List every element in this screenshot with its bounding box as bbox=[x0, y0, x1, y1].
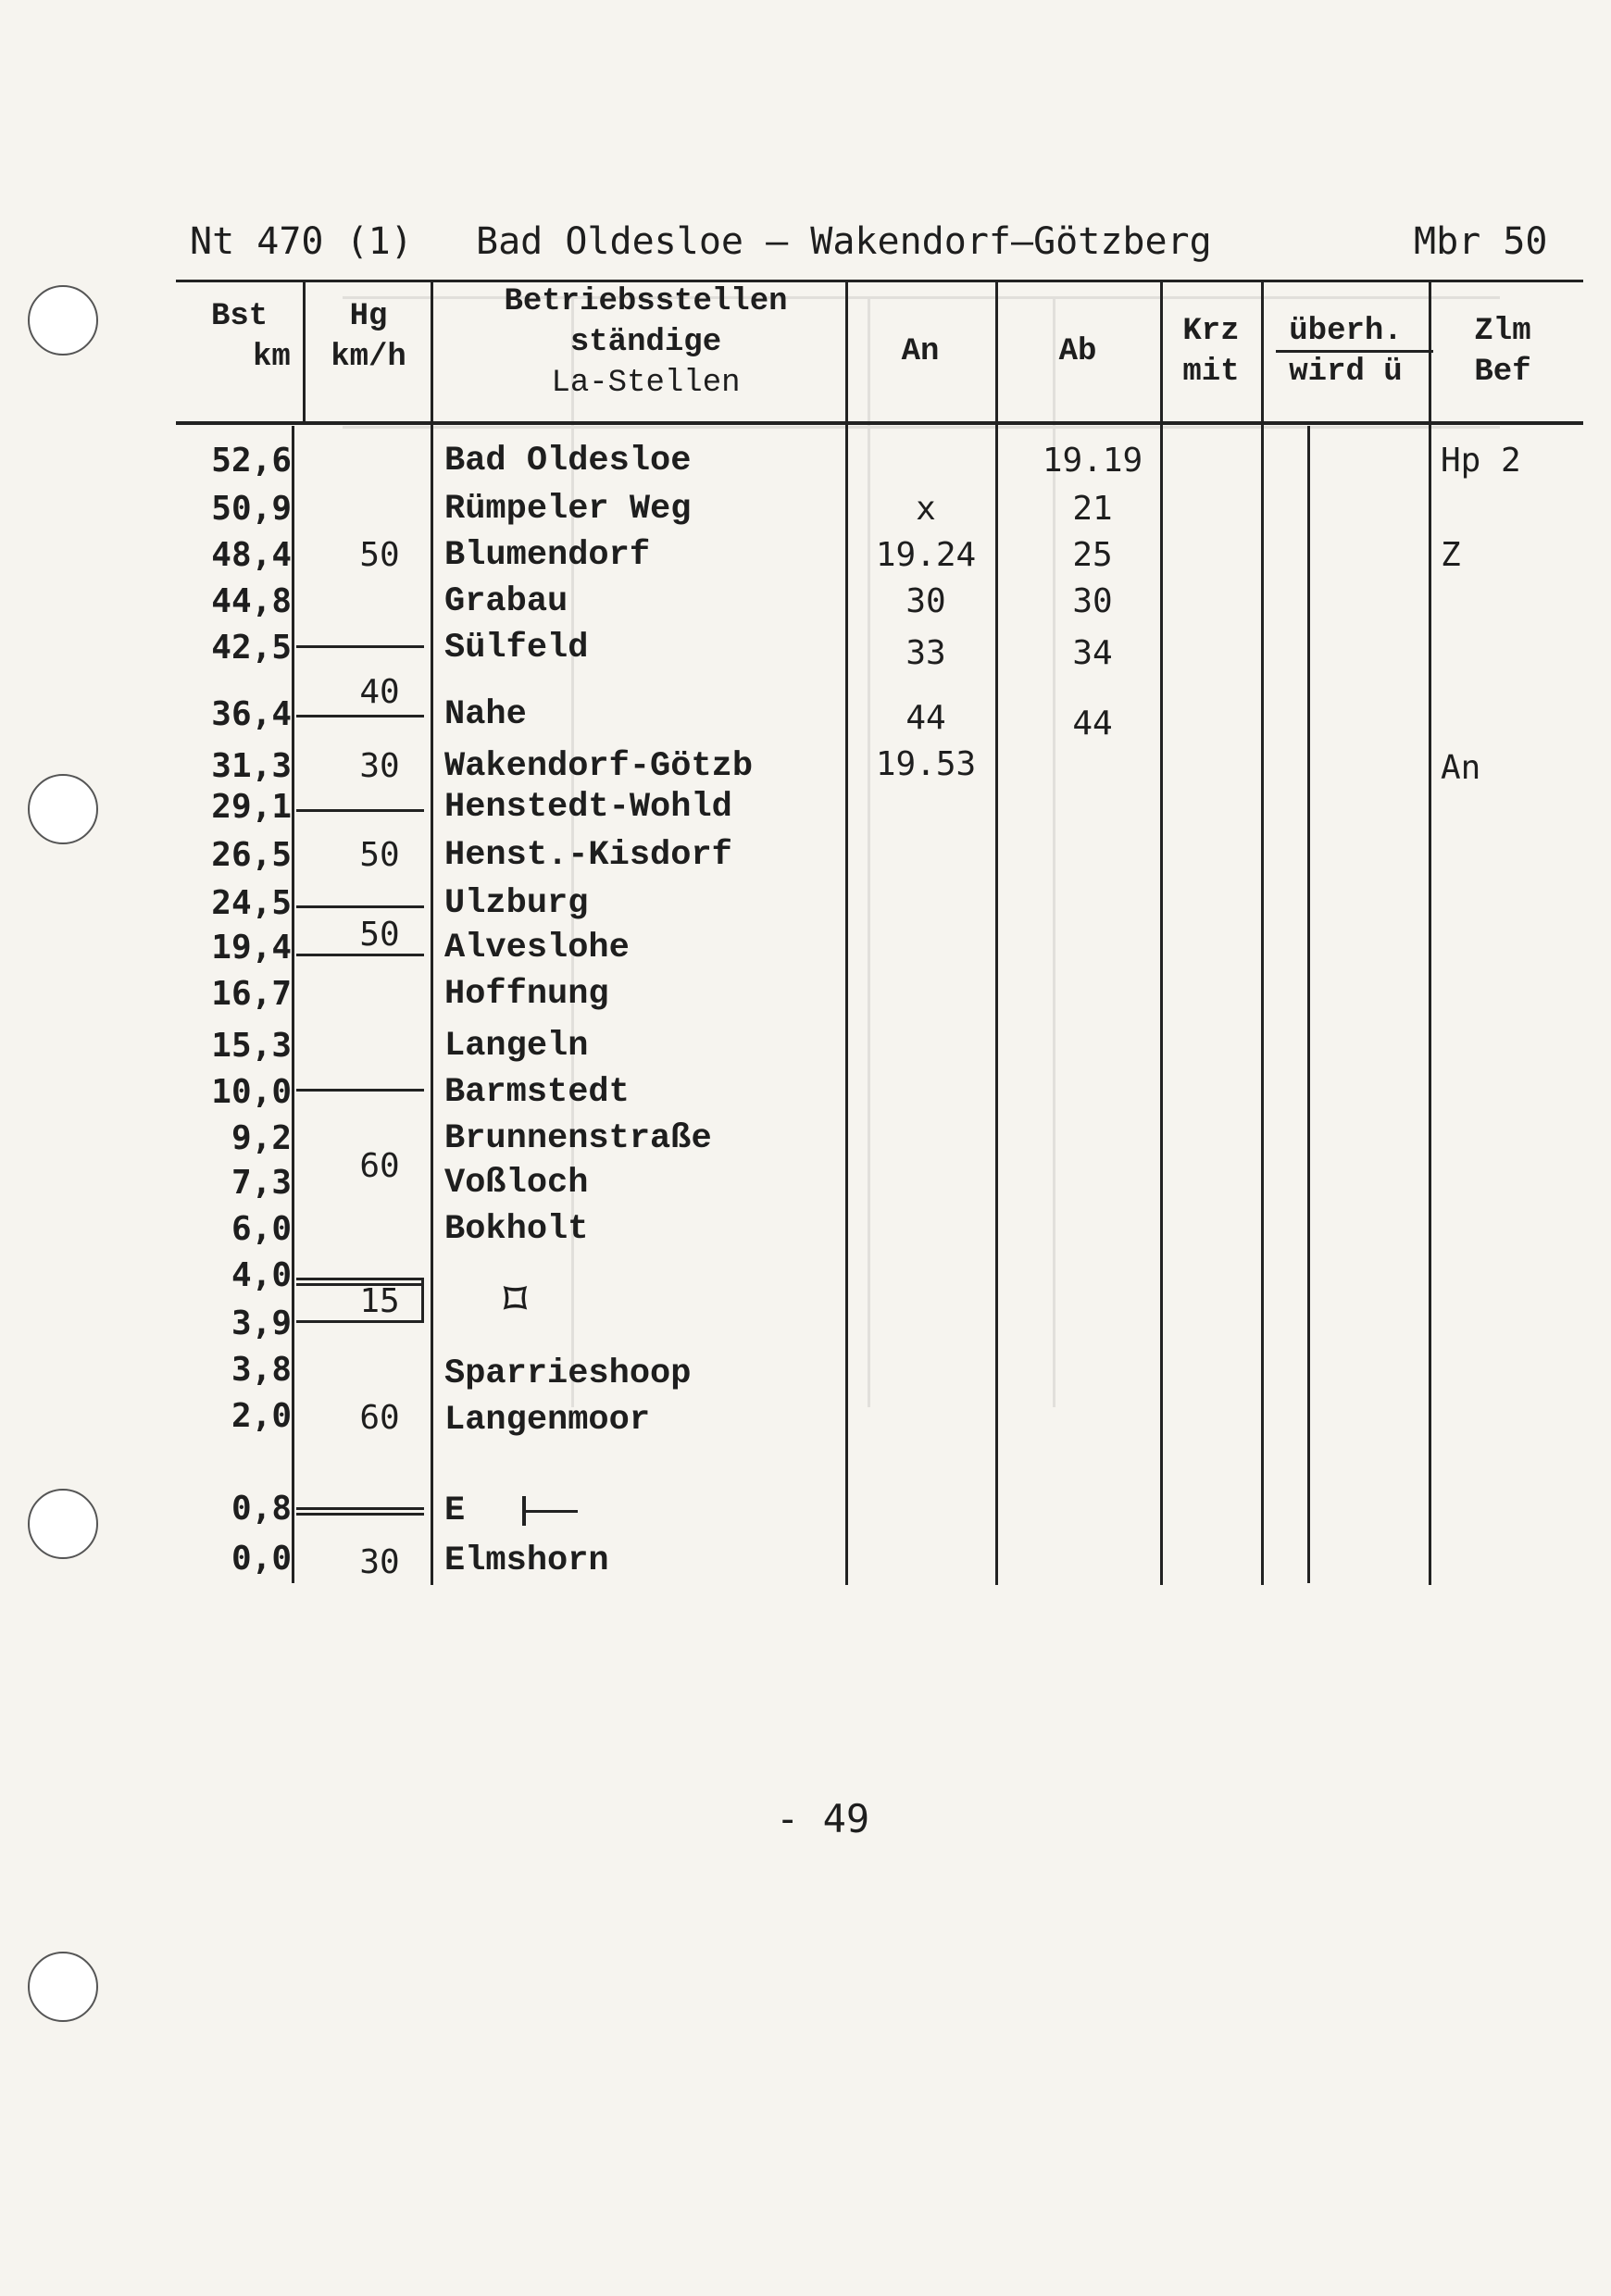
station-name: Henst.-Kisdorf bbox=[444, 836, 732, 875]
header-bst-label: Bst bbox=[211, 299, 268, 334]
km-value: 26,5 bbox=[211, 836, 292, 874]
station-name: Voßloch bbox=[444, 1164, 589, 1203]
col-divider-3 bbox=[845, 280, 848, 1585]
km-value: 31,3 bbox=[211, 747, 292, 785]
arrival-time: 30 bbox=[905, 582, 946, 620]
station-name: Barmstedt bbox=[444, 1073, 630, 1112]
km-value: 48,4 bbox=[211, 536, 292, 574]
speed-rule bbox=[296, 1278, 424, 1280]
station-name: E bbox=[444, 1491, 466, 1530]
arrival-time: 19.24 bbox=[875, 536, 977, 574]
speed-rule bbox=[296, 1507, 424, 1510]
departure-time: 19.19 bbox=[1042, 442, 1143, 480]
km-value: 44,8 bbox=[211, 582, 292, 620]
speed-rule bbox=[296, 905, 424, 908]
speed-value: 50 bbox=[359, 836, 400, 874]
station-name: Hoffnung bbox=[444, 975, 609, 1014]
departure-time: 21 bbox=[1072, 490, 1113, 528]
timetable-code: Nt 470 (1) bbox=[190, 220, 413, 263]
header-bottom-rule bbox=[176, 421, 1583, 425]
km-value: 16,7 bbox=[211, 975, 292, 1013]
station-name: Wakendorf-Götzb bbox=[444, 747, 754, 786]
station-name: Grabau bbox=[444, 582, 568, 621]
station-name: Elmshorn bbox=[444, 1541, 609, 1580]
header-bef-label: Bef bbox=[1474, 355, 1531, 390]
station-name: Bad Oldesloe bbox=[444, 442, 692, 480]
col-divider-1 bbox=[303, 280, 306, 423]
station-name: Rümpeler Weg bbox=[444, 490, 692, 529]
col-divider-7 bbox=[1307, 426, 1310, 1583]
col-divider-8 bbox=[1429, 280, 1431, 1585]
speed-value: 50 bbox=[359, 916, 400, 954]
arrival-time: 44 bbox=[905, 699, 946, 737]
speed-rule bbox=[296, 1089, 424, 1092]
punch-hole-2 bbox=[28, 774, 98, 844]
mbr-label: Mbr 50 bbox=[1414, 220, 1548, 263]
page-number: - 49 bbox=[776, 1796, 870, 1841]
station-name: Bokholt bbox=[444, 1210, 589, 1249]
header-wird-label: wird ü bbox=[1289, 355, 1403, 390]
station-name: Brunnenstraße bbox=[444, 1119, 712, 1158]
block-end-symbol bbox=[518, 1492, 593, 1529]
header-krz bbox=[1165, 311, 1257, 393]
km-value: 15,3 bbox=[211, 1027, 292, 1065]
header-ueberh bbox=[1265, 311, 1427, 393]
km-value: 0,8 bbox=[231, 1490, 292, 1528]
km-value: 52,6 bbox=[211, 442, 292, 480]
speed-rule bbox=[296, 1320, 424, 1323]
block-end-icon bbox=[518, 1492, 593, 1533]
km-value: 0,0 bbox=[231, 1540, 292, 1578]
page-title bbox=[190, 220, 1212, 263]
col-divider-6 bbox=[1261, 280, 1264, 1585]
km-value: 4,0 bbox=[231, 1256, 292, 1294]
km-value: 3,9 bbox=[231, 1304, 292, 1342]
punch-hole-1 bbox=[28, 285, 98, 356]
header-zlm bbox=[1433, 311, 1572, 393]
arrival-time: 19.53 bbox=[875, 745, 977, 783]
header-betriebsstellen-label: Betriebsstellen bbox=[504, 284, 788, 319]
header-km-label: km bbox=[253, 340, 291, 375]
header-bst bbox=[211, 296, 291, 378]
speed-value: 50 bbox=[359, 536, 400, 574]
speed-rule bbox=[296, 645, 424, 648]
zlm-value: An bbox=[1441, 749, 1481, 787]
speed-rule bbox=[296, 954, 424, 956]
arrival-time: 33 bbox=[905, 634, 946, 672]
header-hg-label: Hg bbox=[349, 299, 388, 334]
station-name: Sparrieshoop bbox=[444, 1354, 692, 1393]
speed-value: 40 bbox=[359, 673, 400, 711]
km-column-line bbox=[292, 426, 294, 1583]
km-value: 10,0 bbox=[211, 1073, 292, 1111]
header-la-stellen-label: La-Stellen bbox=[551, 366, 741, 401]
header-mit-label: mit bbox=[1182, 355, 1240, 390]
header-zlm-label: Zlm bbox=[1474, 314, 1531, 349]
speed-value: 60 bbox=[359, 1147, 400, 1185]
km-value: 2,0 bbox=[231, 1397, 292, 1435]
col-divider-2 bbox=[431, 280, 433, 1585]
speed-value: 30 bbox=[359, 1543, 400, 1581]
header-hg bbox=[313, 296, 424, 378]
station-name: Blumendorf bbox=[444, 536, 651, 575]
km-value: 19,4 bbox=[211, 929, 292, 967]
header-ueberh-label: überh. bbox=[1289, 314, 1403, 349]
speed-rule bbox=[296, 715, 424, 718]
departure-time: 44 bbox=[1072, 705, 1113, 742]
header-kmh-label: km/h bbox=[331, 340, 406, 375]
departure-time: 30 bbox=[1072, 582, 1113, 620]
departure-time: 25 bbox=[1072, 536, 1113, 574]
station-name: Alveslohe bbox=[444, 929, 630, 967]
arrival-time: x bbox=[916, 490, 936, 528]
station-name: Henstedt-Wohld bbox=[444, 788, 732, 827]
km-value: 6,0 bbox=[231, 1210, 292, 1248]
station-name: Sülfeld bbox=[444, 629, 589, 668]
station-name: Langeln bbox=[444, 1027, 589, 1066]
route-name: Bad Oldesloe – Wakendorf–Götzberg bbox=[476, 220, 1212, 263]
departure-time: 34 bbox=[1072, 634, 1113, 672]
punch-hole-4 bbox=[28, 1952, 98, 2022]
speed-rule bbox=[296, 809, 424, 812]
punch-hole-3 bbox=[28, 1489, 98, 1559]
header-staendige-label: ständige bbox=[569, 325, 722, 360]
header-betriebsstellen bbox=[454, 281, 838, 404]
station-name: Langenmoor bbox=[444, 1401, 651, 1440]
km-value: 7,3 bbox=[231, 1164, 292, 1202]
km-value: 9,2 bbox=[231, 1119, 292, 1157]
speed-value: 15 bbox=[359, 1282, 400, 1320]
station-name: Ulzburg bbox=[444, 884, 589, 923]
km-value: 24,5 bbox=[211, 884, 292, 922]
speed-value: 30 bbox=[359, 747, 400, 785]
km-value: 50,9 bbox=[211, 490, 292, 528]
header-top-rule bbox=[176, 280, 1583, 282]
km-value: 42,5 bbox=[211, 629, 292, 667]
header-krz-label: Krz bbox=[1182, 314, 1240, 349]
speed-value: 60 bbox=[359, 1399, 400, 1437]
km-value: 3,8 bbox=[231, 1351, 292, 1389]
km-value: 36,4 bbox=[211, 695, 292, 733]
header-ab: Ab bbox=[1058, 334, 1097, 369]
km-value: 29,1 bbox=[211, 788, 292, 826]
col-divider-4 bbox=[995, 280, 998, 1585]
zlm-value: Z bbox=[1441, 536, 1461, 574]
station-name: Nahe bbox=[444, 695, 527, 734]
crossing-icon: ⌑ bbox=[502, 1274, 529, 1326]
zlm-value: Hp 2 bbox=[1441, 442, 1521, 480]
speed-rule bbox=[296, 1513, 424, 1516]
header-an: An bbox=[901, 334, 940, 369]
